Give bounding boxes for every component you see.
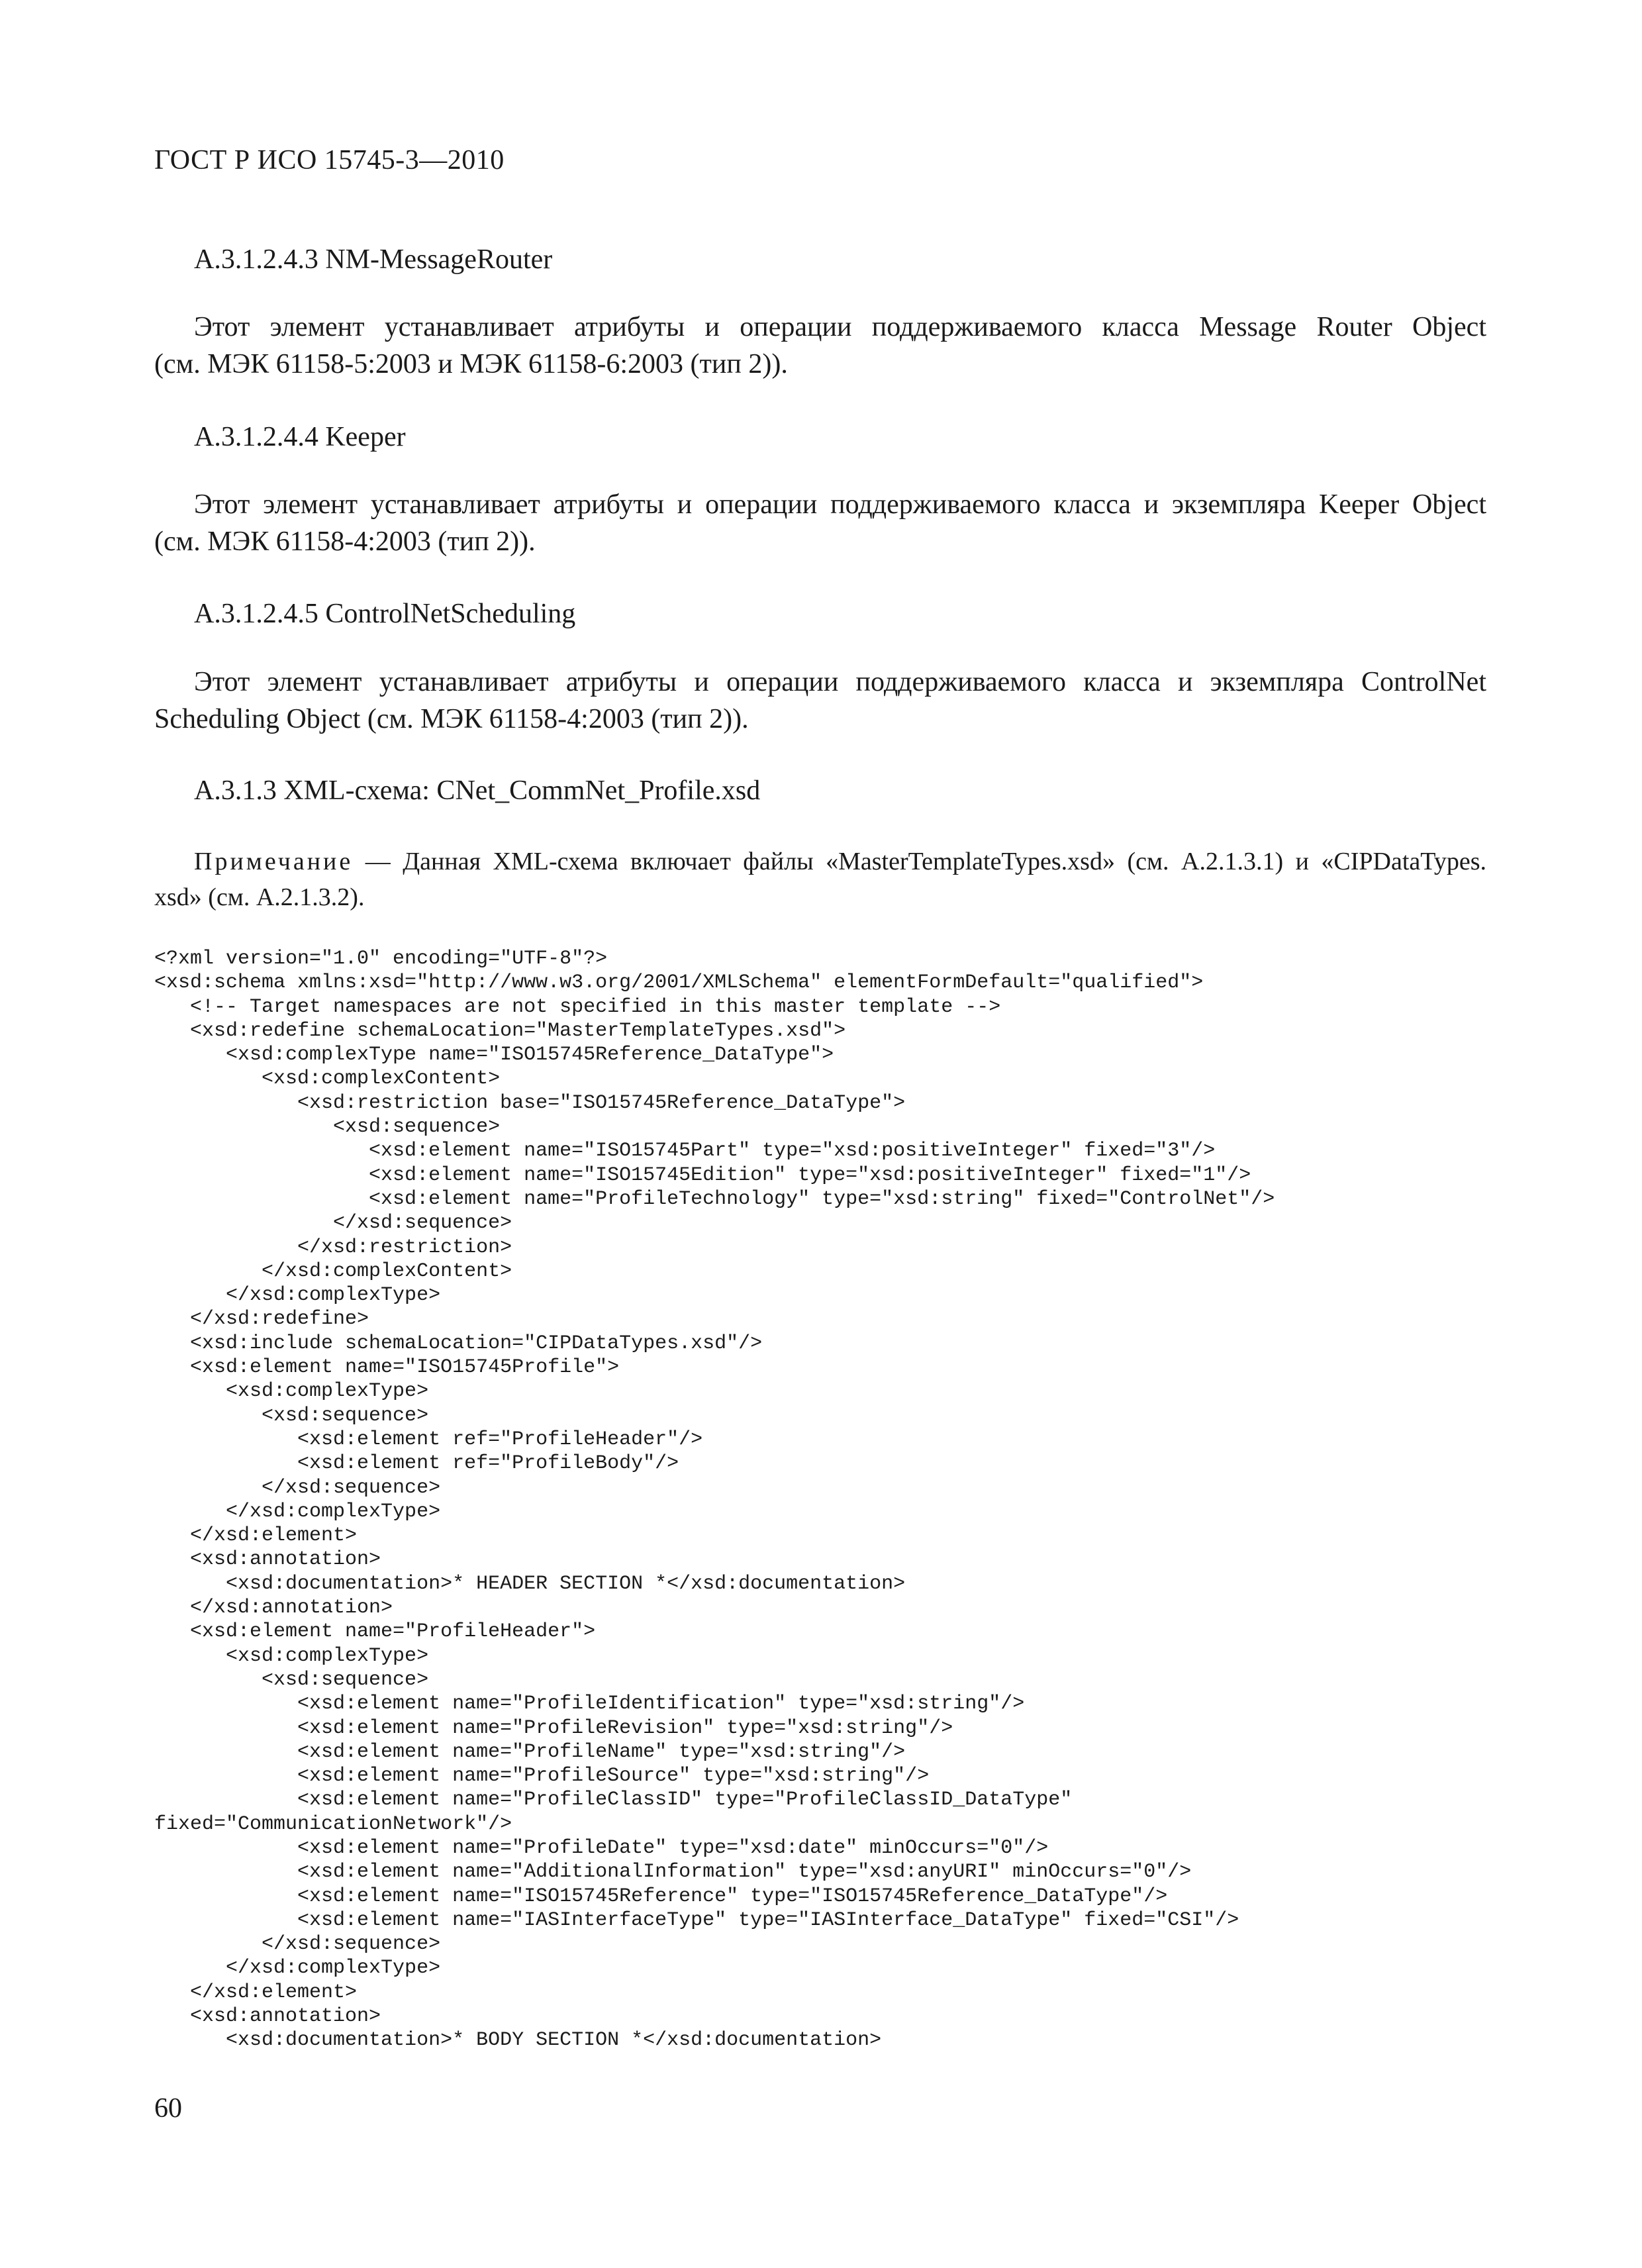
code-line: <xsd:include schemaLocation="CIPDataTypes.xsd"/> (154, 1332, 763, 1355)
section-paragraph-message-router (154, 309, 1486, 383)
code-line: </xsd:element> (154, 1981, 358, 2004)
code-line: <xsd:annotation> (154, 1548, 381, 1571)
code-line: <xsd:documentation>* BODY SECTION *</xsd:documentation> (154, 2029, 882, 2052)
code-line: <xsd:restriction base="ISO15745Reference_DataType"> (154, 1091, 906, 1114)
code-line: <xsd:element name="ISO15745Edition" type="xsd:positiveInteger" fixed="1"/> (154, 1163, 1251, 1187)
code-line: <xsd:annotation> (154, 2005, 381, 2028)
code-line: <!-- Target namespaces are not specified in this master template --> (154, 995, 1001, 1018)
code-line: <xsd:element ref="ProfileBody"/> (154, 1452, 679, 1475)
code-line: <xsd:element name="ProfileName" type="xsd:string"/> (154, 1740, 906, 1763)
note-line: xsd» (см. A.2.1.3.2). (154, 883, 365, 911)
code-line: </xsd:sequence> (154, 1933, 441, 1956)
xml-code-listing (154, 947, 1275, 2053)
document-header: ГОСТ Р ИСО 15745-3—2010 (154, 145, 505, 175)
paragraph-line: Этот элемент устанавливает атрибуты и операции поддерживаемого класса и экземпляра Keeper Object (194, 489, 1486, 520)
section-heading-controlnet-scheduling: A.3.1.2.4.5 ControlNetScheduling (194, 599, 576, 629)
code-line: <xsd:element name="ISO15745Part" type="xsd:positiveInteger" fixed="3"/> (154, 1140, 1216, 1163)
note-paragraph (154, 844, 1486, 915)
code-line: <xsd:sequence> (154, 1404, 429, 1427)
code-line: <xsd:schema xmlns:xsd="http://www.w3.org/2001/XMLSchema" elementFormDefault="qualified"> (154, 971, 1204, 995)
code-line: fixed="CommunicationNetwork"/> (154, 1812, 512, 1836)
code-line: <xsd:element name="IASInterfaceType" type="IASInterface_DataType" fixed="CSI"/> (154, 1908, 1239, 1932)
code-line: <?xml version="1.0" encoding="UTF-8"?> (154, 948, 608, 970)
code-line: </xsd:complexType> (154, 1284, 441, 1307)
code-line: <xsd:element name="ProfileHeader"> (154, 1620, 596, 1644)
code-line: <xsd:documentation>* HEADER SECTION *</xsd:documentation> (154, 1572, 906, 1595)
code-line: <xsd:complexContent> (154, 1067, 501, 1091)
note-text: — Данная XML-схема включает файлы «MasterTemplateTypes.xsd» (см. A.2.1.3.1) и «CIPDataTypes. (353, 848, 1486, 875)
code-line: <xsd:element name="AdditionalInformation" type="xsd:anyURI" minOccurs="0"/> (154, 1861, 1192, 1884)
code-line: <xsd:element name="ProfileDate" type="xsd:date" minOccurs="0"/> (154, 1836, 1049, 1859)
paragraph-line: Scheduling Object (см. МЭК 61158-4:2003 (тип 2)). (154, 704, 749, 734)
code-line: </xsd:complexType> (154, 1500, 441, 1523)
paragraph-line: Этот элемент устанавливает атрибуты и операции поддерживаемого класса Message Router Object (194, 312, 1486, 342)
code-line: </xsd:sequence> (154, 1212, 512, 1235)
code-line: </xsd:restriction> (154, 1236, 512, 1259)
section-heading-xml-schema: A.3.1.3 XML-схема: CNet_CommNet_Profile.xsd (194, 775, 761, 806)
code-line: <xsd:element ref="ProfileHeader"/> (154, 1428, 703, 1451)
code-line: <xsd:sequence> (154, 1116, 501, 1139)
code-line: </xsd:sequence> (154, 1476, 441, 1499)
code-line: <xsd:complexType name="ISO15745Reference_DataType"> (154, 1044, 834, 1067)
section-heading-keeper: A.3.1.2.4.4 Keeper (194, 422, 406, 452)
code-line: </xsd:complexType> (154, 1957, 441, 1980)
code-line: </xsd:annotation> (154, 1597, 393, 1620)
section-heading-message-router: A.3.1.2.4.3 NM-MessageRouter (194, 244, 553, 275)
code-line: </xsd:element> (154, 1524, 358, 1548)
code-line: </xsd:complexContent> (154, 1259, 512, 1283)
code-line: <xsd:redefine schemaLocation="MasterTemplateTypes.xsd"> (154, 1019, 846, 1042)
code-line: <xsd:element name="ProfileTechnology" type="xsd:string" fixed="ControlNet"/> (154, 1187, 1275, 1210)
code-line: <xsd:element name="ProfileClassID" type="ProfileClassID_DataType" (154, 1789, 1073, 1812)
code-line: <xsd:element name="ProfileRevision" type="xsd:string"/> (154, 1716, 953, 1740)
page-number: 60 (154, 2093, 182, 2124)
section-paragraph-keeper (154, 486, 1486, 560)
code-line: <xsd:element name="ISO15745Profile"> (154, 1356, 620, 1379)
code-line: <xsd:sequence> (154, 1668, 429, 1691)
code-line: </xsd:redefine> (154, 1308, 369, 1331)
code-line: <xsd:complexType> (154, 1644, 429, 1667)
code-line: <xsd:complexType> (154, 1380, 429, 1403)
paragraph-line: (см. МЭК 61158-5:2003 и МЭК 61158-6:2003 (тип 2)). (154, 349, 788, 379)
code-line: <xsd:element name="ProfileSource" type="xsd:string"/> (154, 1765, 930, 1788)
code-line: <xsd:element name="ISO15745Reference" type="ISO15745Reference_DataType"/> (154, 1885, 1168, 1908)
paragraph-line: (см. МЭК 61158-4:2003 (тип 2)). (154, 526, 536, 557)
paragraph-line: Этот элемент устанавливает атрибуты и операции поддерживаемого класса и экземпляра ControlNet (194, 667, 1486, 697)
section-paragraph-controlnet-scheduling (154, 664, 1486, 738)
note-line (154, 844, 1486, 879)
code-line: <xsd:element name="ProfileIdentification" type="xsd:string"/> (154, 1693, 1025, 1716)
note-label: Примечание (194, 848, 354, 875)
